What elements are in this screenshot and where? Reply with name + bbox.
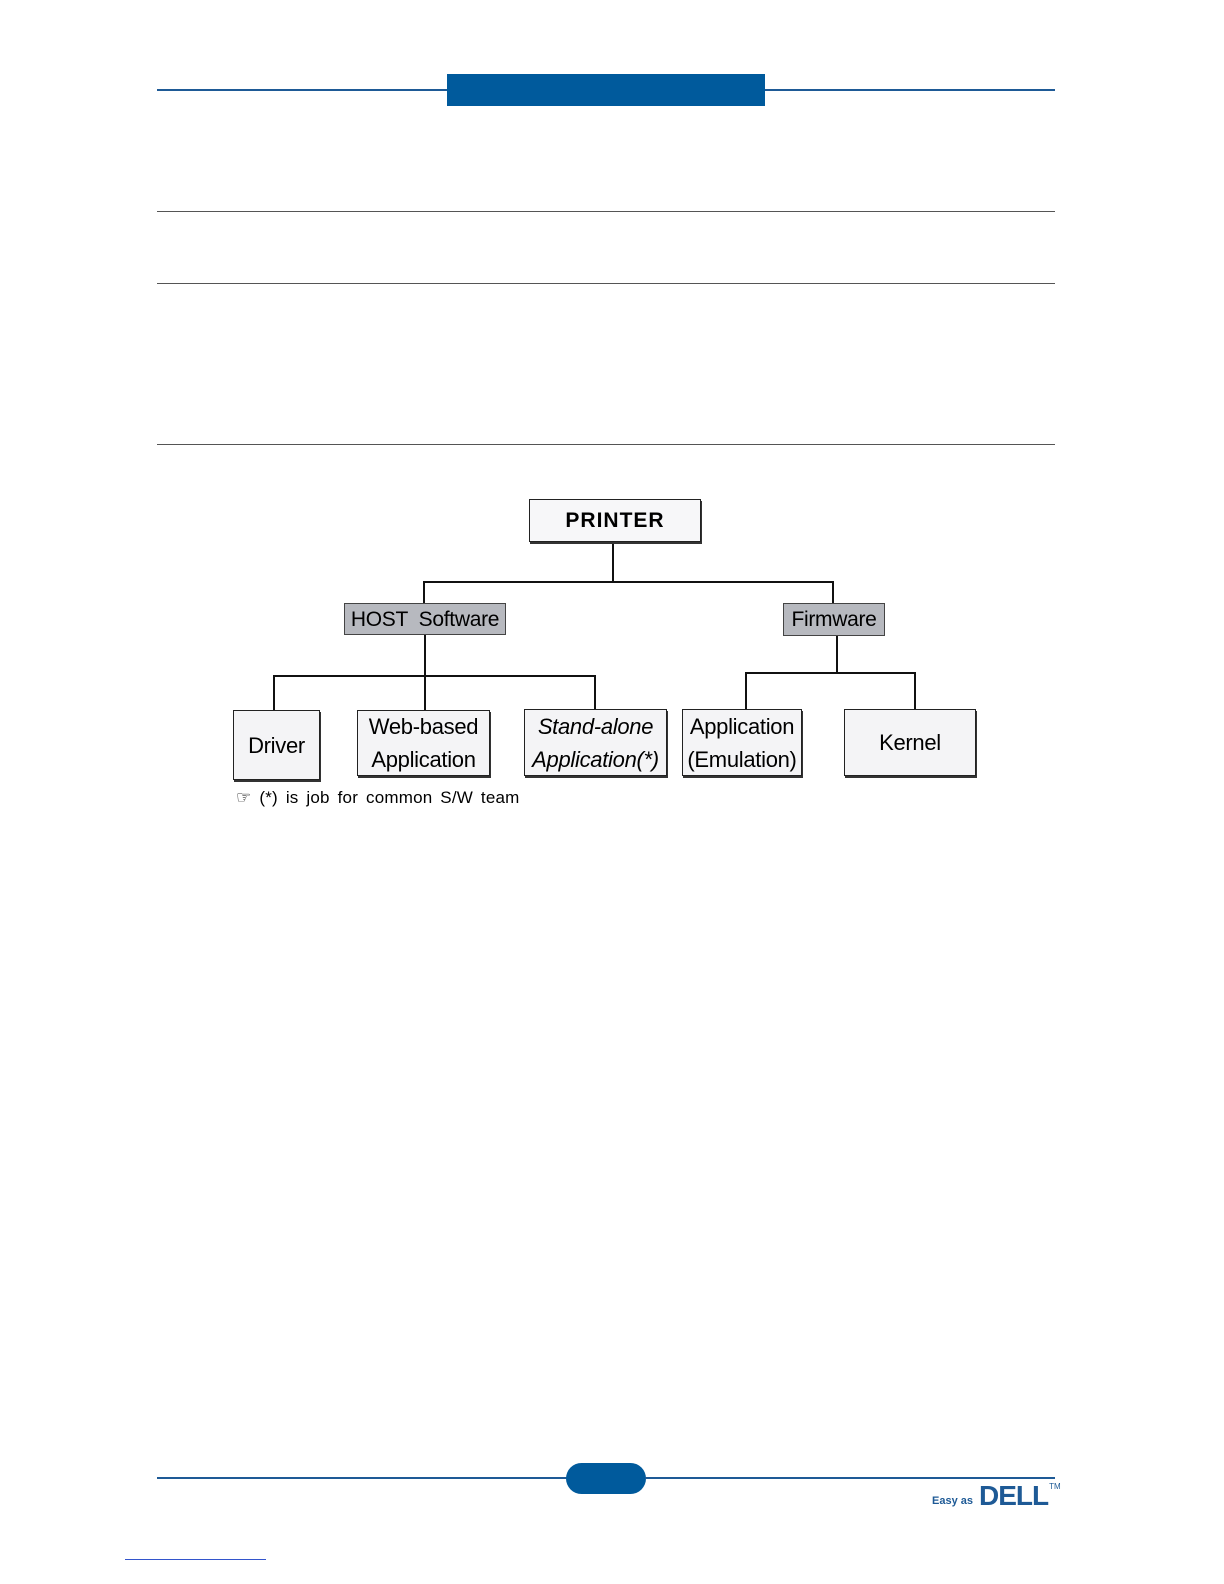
page-number-pill — [566, 1463, 646, 1494]
firmware-label: Firmware — [791, 608, 877, 631]
web-based-application-node — [357, 710, 490, 776]
host-software-node — [344, 603, 506, 635]
logo-trademark: TM — [1049, 1482, 1061, 1491]
section-rule-3 — [157, 444, 1055, 445]
section-rule-2 — [157, 283, 1055, 284]
dell-logo — [932, 1482, 1061, 1510]
connector-firmware-up — [832, 581, 834, 604]
diagram-footnote: ☞ (*) is job for common S/W team — [236, 788, 520, 807]
connector-emulation-up — [745, 672, 747, 709]
kernel-node — [844, 709, 976, 776]
connector-driver-up — [273, 675, 275, 711]
connector-kernel-up — [914, 672, 916, 709]
connector-host-up — [423, 581, 425, 604]
web-based-line-1: Web-based — [368, 714, 479, 739]
kernel-label: Kernel — [879, 730, 941, 755]
web-based-line-2: Application — [371, 747, 476, 772]
connector-level1-bar — [423, 581, 834, 583]
section-rule-1 — [157, 211, 1055, 212]
host-software-label: HOST Software — [350, 607, 500, 631]
connector-host-bar — [273, 675, 596, 677]
printer-node — [529, 499, 701, 542]
connector-host-down — [424, 634, 426, 710]
standalone-line-1: Stand-alone — [537, 713, 654, 739]
footer-rule-right — [645, 1477, 1055, 1479]
logo-brand: DELL — [978, 1480, 1049, 1511]
footer-rule-left — [157, 1477, 567, 1479]
header-rule-left — [157, 89, 447, 91]
printer-node-label: PRINTER — [565, 509, 665, 532]
header-tab — [447, 74, 765, 106]
bottom-link-underline — [125, 1559, 266, 1560]
standalone-line-2: Application(*) — [532, 746, 659, 772]
emulation-line-1: Application — [689, 713, 795, 739]
standalone-application-node — [524, 709, 667, 776]
driver-node — [233, 710, 320, 780]
connector-root-down — [612, 541, 614, 582]
connector-firmware-down — [836, 636, 838, 674]
connector-firmware-bar — [745, 672, 916, 674]
emulation-application-node — [682, 709, 802, 776]
connector-standalone-up — [594, 675, 596, 709]
logo-easy-as: Easy as — [932, 1495, 973, 1507]
header-rule-right — [765, 89, 1055, 91]
firmware-node — [783, 603, 885, 636]
emulation-line-2: (Emulation) — [687, 746, 797, 772]
driver-label: Driver — [248, 732, 305, 758]
